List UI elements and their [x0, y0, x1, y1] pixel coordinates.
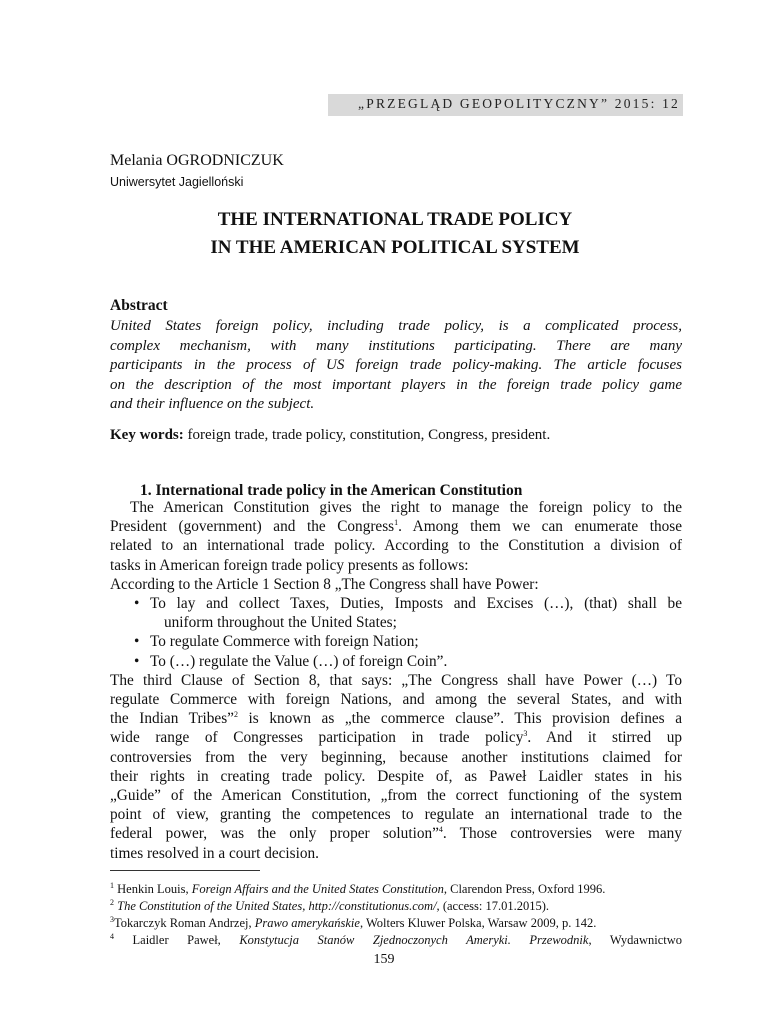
section-heading: 1. International trade policy in the American Constitution	[140, 482, 523, 499]
body-line: The third Clause of Section 8, that says: „The Congress shall have Power (…) To	[110, 671, 682, 689]
body-line: related to an international trade policy. According to the Constitution a division of	[110, 537, 682, 555]
body-text: is known as „the commerce clause”. This provision defines a	[237, 710, 682, 728]
footnote-ref: 1	[394, 518, 399, 528]
footnote-text: , Wolters Kluwer Polska, Warsaw 2009, p. 142.	[359, 916, 597, 930]
footnote	[110, 915, 682, 932]
abstract-line: complex mechanism, with many institutions participating. There are many	[110, 337, 682, 354]
bullet-item	[110, 652, 682, 671]
bullet-item	[110, 594, 682, 613]
bullet-text: To regulate Commerce with foreign Nation;	[150, 633, 419, 651]
footnote-text: Henkin Louis,	[114, 882, 192, 896]
body-line: regulate Commerce with foreign Nations, and among the several States, and with	[110, 691, 682, 709]
abstract-body	[110, 317, 682, 415]
author-affiliation: Uniwersytet Jagielloński	[110, 175, 244, 189]
footnote-number: 4	[110, 931, 114, 941]
footnote-title: Prawo amerykańskie	[254, 916, 360, 930]
running-header: „PRZEGLĄD GEOPOLITYCZNY” 2015: 12	[358, 96, 680, 111]
body-line: The American Constitution gives the right to manage the foreign policy to the	[130, 499, 682, 516]
bullet-item	[110, 632, 682, 651]
footnotes	[110, 881, 682, 949]
body-text: . Among them we can enumerate those	[398, 518, 682, 536]
body-line	[110, 824, 682, 843]
footnote-ref: 3	[523, 729, 528, 739]
abstract-line: and their influence on the subject.	[110, 396, 315, 412]
bullet-text: To lay and collect Taxes, Duties, Imposts and Excises (…), (that) shall be	[150, 595, 682, 613]
bullet-text: To (…) regulate the Value (…) of foreign Coin”.	[150, 652, 448, 670]
page-number: 159	[373, 952, 395, 967]
body-line: times resolved in a court decision.	[110, 844, 320, 862]
bullet-dot-icon: •	[134, 652, 140, 670]
footnote-divider	[110, 870, 260, 871]
bullet-dot-icon: •	[134, 633, 140, 651]
body-text: . Those controversies were many	[442, 825, 682, 843]
body-line: According to the Article 1 Section 8 „The Congress shall have Power:	[110, 575, 539, 593]
keywords-label: Key words:	[110, 427, 184, 443]
body-text: federal power, was the only proper solution”	[110, 825, 439, 843]
body-text: . And it stirred up	[527, 729, 682, 747]
footnote	[110, 881, 682, 898]
abstract-line: United States foreign policy, including trade policy, is a complicated process,	[110, 318, 682, 334]
body-line: tasks in American foreign trade policy presents as follows:	[110, 556, 469, 574]
footnote-text: (access: 17.01.2015).	[439, 899, 550, 913]
footnote-number: 3	[110, 914, 114, 924]
body-line	[110, 728, 682, 747]
abstract-line: participants in the process of US foreign trade policy-making. The article focuses	[110, 357, 682, 373]
body-text: President (government) and the Congress	[110, 518, 395, 536]
abstract-line: on the description of the most important players in the foreign trade policy game	[110, 376, 682, 393]
body-line: „Guide” of the American Constitution, „from the correct functioning of the system	[110, 787, 682, 805]
footnote-text: , Wydawnictwo	[588, 933, 683, 947]
footnote-title: Konstytucja Stanów Zjednoczonych Ameryki. Przewodnik	[239, 933, 589, 947]
keywords	[110, 427, 550, 444]
article-title-line-1: THE INTERNATIONAL TRADE POLICY	[217, 209, 573, 230]
section-body	[110, 498, 682, 863]
footnote	[110, 898, 682, 915]
footnote-number: 2	[110, 897, 114, 907]
footnote-ref: 2	[233, 710, 238, 720]
author-name: Melania OGRODNICZUK	[110, 152, 284, 169]
footnote-text: Tokarczyk Roman Andrzej,	[114, 916, 255, 930]
keywords-text: foreign trade, trade policy, constitution, Congress, president.	[183, 427, 551, 443]
footnote-ref: 4	[438, 825, 443, 835]
abstract-heading: Abstract	[110, 297, 168, 314]
body-text: wide range of Congresses participation in trade policy	[110, 729, 524, 747]
footnote-text: , Clarendon Press, Oxford 1996.	[443, 882, 606, 896]
footnote-number: 1	[110, 880, 114, 890]
body-text: the Indian Tribes”	[110, 710, 234, 728]
footnote-title: Foreign Affairs and the United States Constitution	[191, 882, 444, 896]
article-title-line-2: IN THE AMERICAN POLITICAL SYSTEM	[210, 237, 580, 258]
body-line: point of view, granting the competences to regulate an international trade to the	[110, 806, 682, 824]
footnote-text: Laidler Paweł,	[114, 933, 240, 947]
bullet-dot-icon: •	[134, 595, 140, 613]
bullet-continuation: uniform throughout the United States;	[164, 614, 397, 632]
body-line: controversies from the very beginning, because another institutions claimed for	[110, 748, 682, 766]
body-line	[110, 709, 682, 728]
footnote	[110, 932, 682, 949]
body-line: their rights in creating trade policy. Despite of, as Paweł Laidler states in his	[110, 767, 682, 785]
body-line	[110, 517, 682, 536]
footnote-link[interactable]: The Constitution of the United States, http://constitutionus.com/,	[117, 899, 440, 913]
